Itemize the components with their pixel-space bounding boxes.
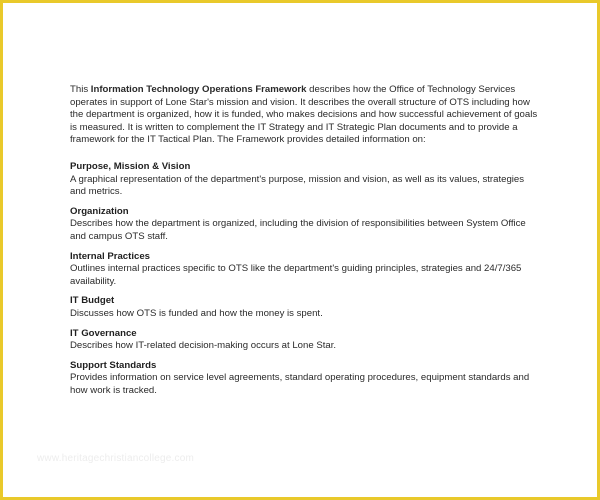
- section-it-budget: [70, 295, 540, 320]
- framework-title: Information Technology Operations Framework: [90, 84, 307, 95]
- section-heading: Support Standards: [70, 359, 157, 371]
- section-heading: Internal Practices: [70, 250, 150, 262]
- intro-prefix: This: [70, 84, 91, 95]
- section-purpose-mission-vision: [70, 161, 540, 199]
- section-heading: IT Budget: [70, 295, 115, 307]
- section-text: Provides information on service level agreements, standard operating procedures, equipment standards and how work is tracked.: [70, 372, 530, 396]
- section-text: A graphical representation of the department's purpose, mission and vision, as well as its values, strategies and metrics.: [70, 173, 525, 198]
- section-text: Describes how IT-related decision-making occurs at Lone Star.: [70, 340, 337, 352]
- section-text: Outlines internal practices specific to OTS like the department's guiding principles, strategies and 24/7/365 availability.: [70, 263, 522, 287]
- watermark-text: www.heritagechristiancollege.com: [37, 453, 195, 464]
- intro-body: describes how the Office of Technology Services operates in support of Lone Star's mission and vision. It describes the overall structure of OTS including how the department is organized, how it is funded, who makes decisions and how successful achievement of goals is measured. It is written to complement the IT Strategy and IT Strategic Plan documents and to provide a framework for the IT Tactical Plan. The Framework provides detailed information on:: [70, 84, 538, 146]
- section-text: Describes how the department is organized, including the division of responsibilities between System Office and campus OTS staff.: [70, 218, 526, 242]
- section-heading: IT Governance: [70, 327, 137, 339]
- section-it-governance: [70, 328, 540, 353]
- section-internal-practices: [70, 251, 540, 289]
- section-organization: [70, 206, 540, 244]
- intro-paragraph: [70, 84, 540, 147]
- document-page: [70, 84, 540, 404]
- section-heading: Purpose, Mission & Vision: [70, 160, 191, 172]
- section-support-standards: [70, 360, 540, 398]
- section-heading: Organization: [70, 205, 129, 217]
- section-text: Discusses how OTS is funded and how the money is spent.: [70, 307, 323, 319]
